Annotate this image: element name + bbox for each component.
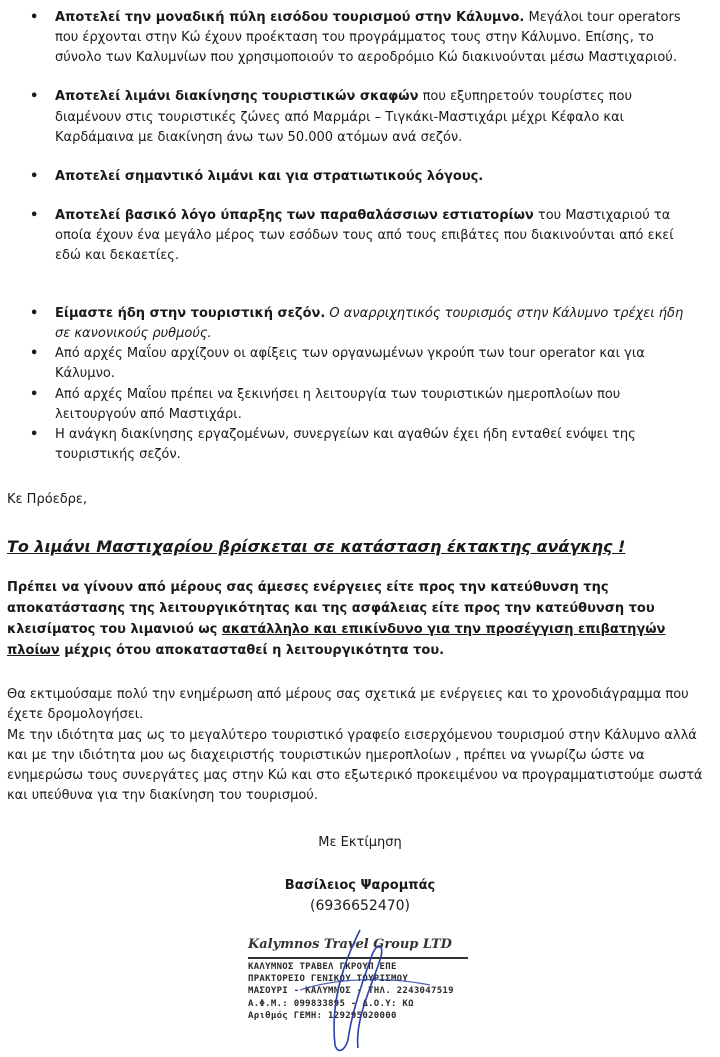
stamp-company-name: Kalymnos Travel Group LTD (248, 937, 452, 952)
bullet-list-2 (30, 304, 698, 465)
list-item (30, 87, 698, 147)
bullet-text: του Μαστιχαριού τα οποία έχουν ένα μεγάλο μέρος των εσόδων τους από τους επιβάτες που διακινούνται από εκεί εδώ και δεκαετίες. (55, 207, 674, 264)
stamp-line: Α.Φ.Μ.: 099833895 - Δ.Ο.Υ: ΚΩ (248, 998, 414, 1009)
bullet-text: που εξυπηρετούν τουρίστες που διαμένουν στις τουριστικές ζώνες από Μαρμάρι – Τιγκάκι-Μαστιχάρι μέχρι Κέφαλο και Καρδάμαινα με διακίνηση άνω των 50.000 ατόμων ανά σεζόν. (55, 89, 632, 145)
bullet-list-1 (30, 8, 698, 266)
bullet-bold-text: Είμαστε ήδη στην τουριστική σεζόν. (55, 306, 326, 321)
list-item: • Από αρχές Μαΐου αρχίζουν οι αφίξεις των οργανωμένων γκρούπ των tour operator και για Κάλυμνο. (30, 344, 698, 384)
bullet-text: Μεγάλοι tour operators που έρχονται στην Κώ έχουν προέκταση του προγράμματος τους στην Κάλυμνο. Επίσης, το σύνολο των Καλυμνίων που χρησιμοποιούν το αεροδρόμιο Κώ διακινούνται μέσω Μαστιχαριού. (55, 10, 681, 66)
bullet-bold-text: Αποτελεί βασικό λόγο ύπαρξης των παραθαλάσσιων εστιατορίων (55, 207, 534, 223)
closing-paragraph-1: Θα εκτιμούσαμε πολύ την ενημέρωση από μέρους σας σχετικά με ενέργειες και το χρονοδιάγραμμα που έχετε δρομολογήσει. (7, 687, 689, 723)
list-item: • Η ανάγκη διακίνησης εργαζομένων, συνεργείων και αγαθών έχει ήδη ενταθεί ενόψει της τουριστικής σεζόν. (30, 425, 698, 465)
bullet-bold-text: Αποτελεί την μοναδική πύλη εισόδου τουρισμού στην Κάλυμνο. (55, 10, 525, 25)
signer-name: Βασίλειος Ψαρομπάς (284, 878, 436, 893)
list-item: • Από αρχές Μαΐου πρέπει να ξεκινήσει η λειτουργία των τουριστικών ημεροπλοίων που λειτουργούν από Μαστιχάρι. (30, 385, 698, 425)
closing-paragraph-2: Με την ιδιότητα μας ως το μεγαλύτερο τουριστικό γραφείο εισερχόμενου τουρισμού στην Κάλυμνο αλλά και με την ιδιότητα μου ως διαχειριστής τουριστικών ημεροπλοίων , πρέπει να γνωρίζω ώστε να ενημερώσω τους συνεργάτες μας στην Κώ και στο εξωτερικό προκειμένου να προγραμματιστούμε σωστά και υπεύθυνα για την διακίνηση του τουρισμού. (7, 728, 703, 804)
bullet-italic-text: Ο αναρριχητικός τουρισμός στην Κάλυμνο τρέχει ήδη σε κανονικούς ρυθμούς. (55, 306, 684, 342)
demand-text-2: μέχρις ότου αποκατασταθεί η λειτουργικότητα του. (59, 643, 445, 659)
bullet-bold-text: Αποτελεί σημαντικό λιμάνι και για στρατιωτικούς λόγους. (55, 168, 484, 184)
list-item (30, 167, 698, 187)
company-stamp (248, 935, 478, 1035)
demand-underlined-text: ακατάλληλο και επικίνδυνο για την προσέγγιση επιβατηγών πλοίων (7, 622, 666, 659)
demand-text-1: Πρέπει να γίνουν από μέρους σας άμεσες ενέργειες είτε προς την κατεύθυνση της αποκατάστασης της λειτουργικότητας και της ασφάλειας είτε προς την κατεύθυνση του κλεισίματος του λιμανιού ως (7, 580, 655, 638)
list-item (30, 304, 698, 344)
letter-heading: Το λιμάνι Μαστιχαρίου βρίσκεται σε κατάσταση έκτακτης ανάγκης ! (7, 537, 626, 556)
sign-off: Με Εκτίμηση (318, 835, 402, 850)
stamp-line: ΠΡΑΚΤΟΡΕΙΟ ΓΕΝΙΚΟΥ ΤΟΥΡΙΣΜΟΥ (248, 974, 409, 985)
stamp-line: Αριθμός ΓΕΜΗ: 129295020000 (248, 1010, 397, 1021)
salutation: Κε Πρόεδρε, (7, 492, 88, 507)
stamp-line: ΚΑΛΥΜΝΟΣ ΤΡΑΒΕΛ ΓΚΡΟΥΠ ΕΠΕ (248, 962, 397, 973)
list-item (30, 206, 698, 266)
stamp-divider (248, 957, 468, 959)
stamp-line: ΜΑΣΟΥΡΙ - ΚΑΛΥΜΝΟΣ - ΤΗΛ. 2243047519 (248, 986, 454, 997)
demand-paragraph (7, 577, 707, 661)
bullet-bold-text: Αποτελεί λιμάνι διακίνησης τουριστικών σκαφών (55, 89, 419, 105)
list-item (30, 8, 698, 68)
signer-phone: (6936652470) (310, 898, 410, 914)
